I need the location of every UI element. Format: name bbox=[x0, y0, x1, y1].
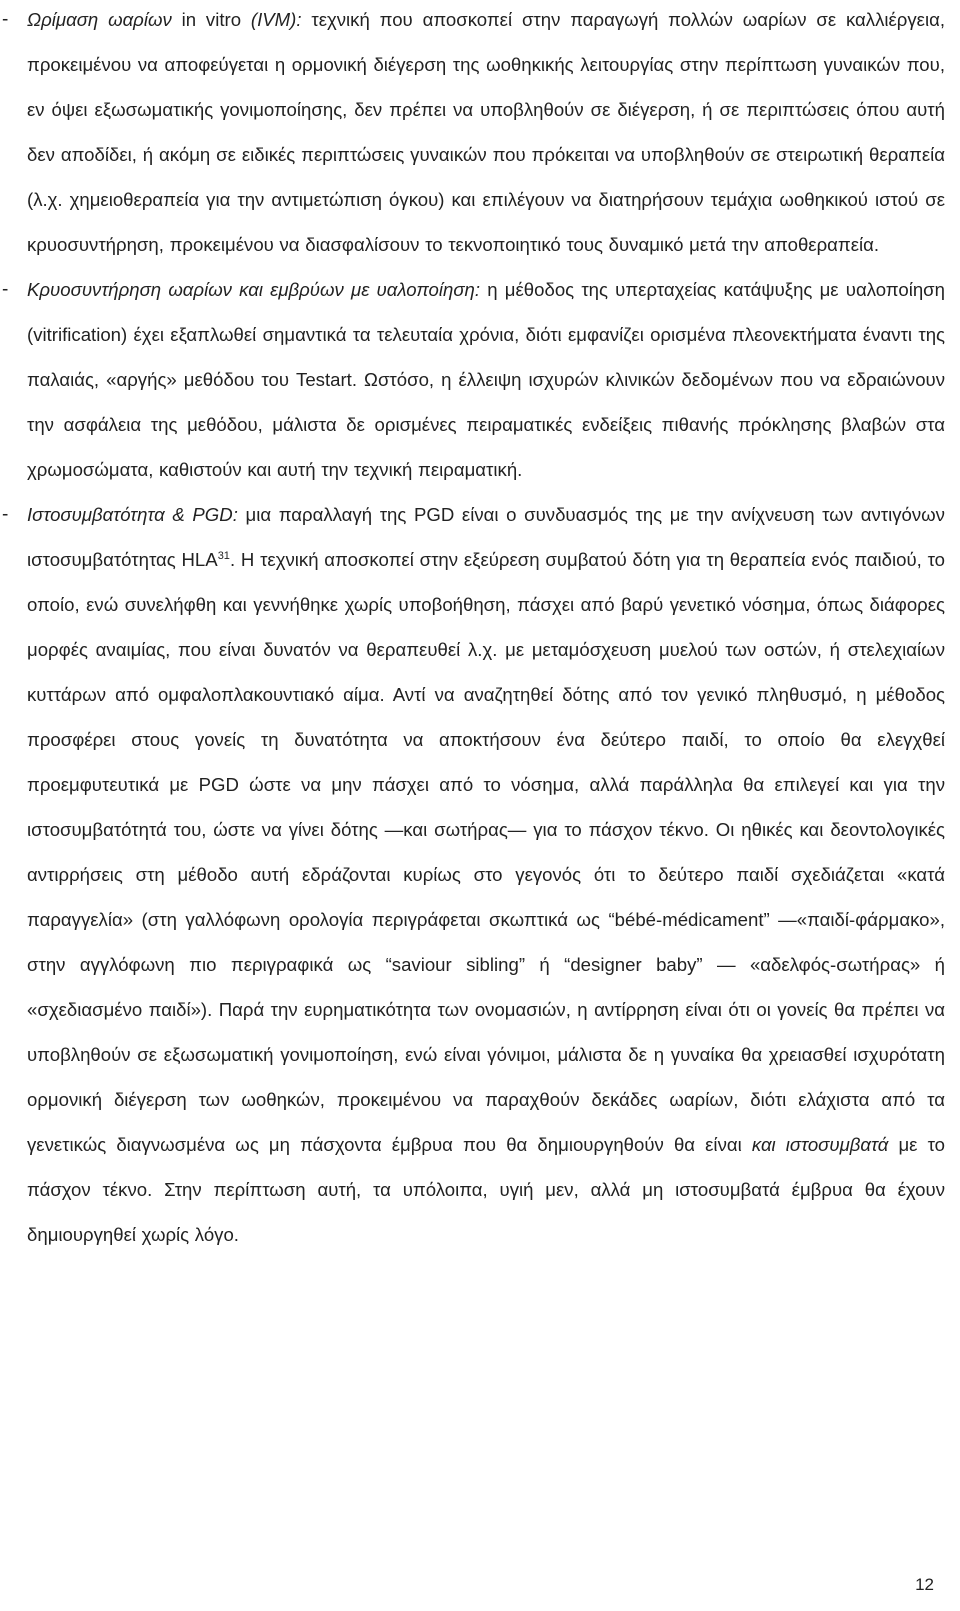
body-vitrification: η μέθοδος της υπερταχείας κατάψυξης με υαλοποίηση (vitrification) έχει εξαπλωθεί σημαντικά τα τελευταία χρόνια, διότι εμφανίζει ορισμένα πλεονεκτήματα έναντι της παλαιάς, «αργής» μεθόδου του Testart. Ωστόσο, η έλλειψη ισχυρών κλινικών δεδομένων που να εδραιώνουν την ασφάλεια της μεθόδου, μάλιστα δε ορισμένες πειραματικές ενδείξεις πιθανής πρόκλησης βλαβών στα χρωμοσώματα, καθιστούν και αυτή την τεχνική πειραματική. bbox=[27, 279, 945, 480]
term-ivm-tail: (IVM): bbox=[250, 9, 302, 30]
body-hla-pgd-middle: . Η τεχνική αποσκοπεί στην εξεύρεση συμβατού δότη για τη θεραπεία ενός παιδιού, το οποίο, ενώ συνελήφθη και γεννήθηκε χωρίς υποβοήθηση, πάσχει από βαρύ γενετικό νόσημα, όπως διάφορες μορφές αναιμίας, που είναι δυνατόν να θεραπευθεί λ.χ. με μεταμόσχευση μυελού των οστών, ή στελεχιαίων κυττάρων από ομφαλοπλακουντιακό αίμα. Αντί να αναζητηθεί δότης από τον γενικό πληθυσμό, η μέθοδος προσφέρει στους γονείς τη δυνατότητα να αποκτήσουν ένα δεύτερο παιδί, το οποίο θα ελεγχθεί προεμφυτευτικά με PGD ώστε να μην πάσχει από το νόσημα, αλλά παράλληλα θα επιλεγεί και για την ιστοσυμβατότητά του, ώστε να γίνει δότης —και σωτήρας— για το πάσχον τέκνο. Οι ηθικές και δεοντολογικές αντιρρήσεις στη μέθοδο αυτή εδράζονται κυρίως στο γεγονός ότι το δεύτερο παιδί σχεδιάζεται «κατά παραγγελία» (στη γαλλόφωνη ορολογία περιγράφεται σκωπτικά ως “bébé-médicament” —«παιδί-φάρμακο», στην αγγλόφωνη πιο περιγραφικά ως “saviour sibling” ή “designer baby” — «αδελφός-σωτήρας» ή «σχεδιασμένο παιδί»). Παρά την ευρηματικότητα των ονομασιών, η αντίρρηση είναι ότι οι γονείς θα πρέπει να υποβληθούν σε εξωσωματική γονιμοποίηση, ενώ είναι γόνιμοι, μάλιστα δε η γυναίκα θα χρειασθεί ισχυρότατη ορμονική διέγερση των ωοθηκών, προκειμένου να παραχθούν δεκάδες ωαρίων, διότι ελάχιστα από τα γενετικώς διαγνωσμένα ως μη πάσχοντα έμβρυα που θα δημιουργηθούν θα είναι bbox=[27, 549, 945, 1155]
body-ivm: τεχνική που αποσκοπεί στην παραγωγή πολλών ωαρίων σε καλλιέργεια, προκειμένου να αποφεύγεται η ορμονική διέγερση της ωοθηκικής λειτουργίας στην περίπτωση γυναικών που, εν όψει εξωσωματικής γονιμοποίησης, δεν πρέπει να υποβληθούν σε διέγερση, ή σε περιπτώσεις όπου αυτή δεν αποδίδει, ή ακόμη σε ειδικές περιπτώσεις γυναικών που πρόκειται να υποβληθούν σε στειρωτική θεραπεία (λ.χ. χημειοθεραπεία για την αντιμετώπιση όγκου) και επιλέγουν να διατηρήσουν τεμάχια ωοθηκικού ιστού σε κρυοσυντήρηση, προκειμένου να διασφαλίσουν το τεκνοποιητικό τους δυναμικό μετά την αποθεραπεία. bbox=[27, 9, 945, 255]
term-vitrification: Κρυοσυντήρηση ωαρίων και εμβρύων με υαλοποίηση: bbox=[27, 279, 481, 300]
paragraph-vitrification bbox=[27, 267, 945, 492]
list-dash: - bbox=[2, 504, 9, 525]
paragraph-hla-pgd bbox=[27, 492, 945, 1257]
term-ivm-suffix: in vitro bbox=[171, 9, 251, 30]
paragraph-ivm bbox=[27, 0, 945, 267]
footnote-ref-31: 31 bbox=[217, 549, 230, 562]
list-item-ivm bbox=[0, 0, 945, 267]
list-item-vitrification bbox=[0, 267, 945, 492]
body-hla-pgd-start: μια παραλλαγή της PGD είναι ο συνδυασμός της με την ανίχνευση των αντιγόνων ιστοσυμβατότητας HLA bbox=[27, 504, 945, 570]
page-number: 12 bbox=[915, 1575, 934, 1594]
list-item-hla-pgd bbox=[0, 492, 945, 1257]
list-dash: - bbox=[2, 279, 9, 300]
body-hla-pgd-end: με το πάσχον τέκνο. Στην περίπτωση αυτή, τα υπόλοιπα, υγιή μεν, αλλά μη ιστοσυμβατά έμβρυα θα έχουν δημιουργηθεί χωρίς λόγο. bbox=[27, 1134, 945, 1245]
emphasis-histocompatible: και ιστοσυμβατά bbox=[751, 1134, 889, 1155]
term-hla-pgd: Ιστοσυμβατότητα & PGD: bbox=[27, 504, 238, 525]
term-ivm: Ωρίμαση ωαρίων bbox=[27, 9, 172, 30]
list-dash: - bbox=[2, 9, 9, 30]
